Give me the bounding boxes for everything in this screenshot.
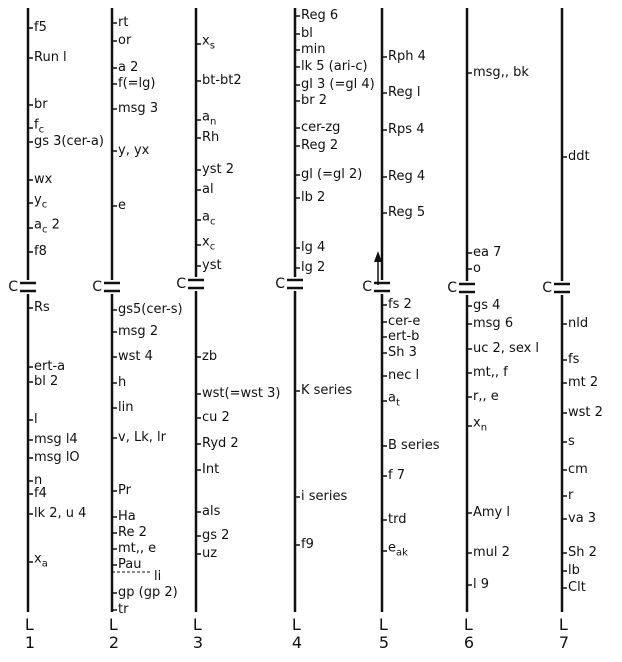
locus-label: Pau [118,557,142,572]
locus-label: br [34,97,48,112]
locus-label: y, yx [118,143,150,158]
locus-label: i series [301,489,348,504]
locus-label: Re 2 [118,525,147,540]
centromere-label: C [447,280,457,296]
locus-label: $y_c$ [34,192,48,211]
locus-label: $x_s$ [202,33,215,52]
locus-label: mul 2 [473,545,510,560]
locus-label: $x_n$ [473,415,488,434]
locus-label: Amy l [473,505,510,520]
locus-label: ert-a [34,359,66,374]
locus-label: wst(=wst 3) [202,386,281,401]
locus-label: cu 2 [202,410,230,425]
locus-label: msg 6 [473,316,514,331]
locus-label: v, Lk, lr [118,430,166,445]
locus-label: K series [301,383,353,398]
locus-label: wst 4 [118,349,153,364]
locus-label: yst 2 [202,162,234,177]
locus-label: lk 2, u 4 [34,506,87,521]
locus-label: Clt [568,580,586,595]
locus-label: gs5(cer-s) [118,302,183,317]
locus-label: $a_c$ 2 [34,217,60,236]
locus-label: Ha [118,509,136,524]
locus-label: l [34,412,38,427]
locus-label: a 2 [118,60,139,75]
locus-label: $x_a$ [34,551,48,570]
locus-label: msg,, bk [473,65,529,80]
locus-label: lg 2 [301,260,326,275]
chromosome-number-label: L 4 [291,615,303,652]
locus-label: f8 [34,244,47,259]
locus-label: lg 4 [301,240,326,255]
locus-label: msg 3 [118,101,159,116]
locus-label: fs 2 [388,297,412,312]
locus-label: f4 [34,486,47,501]
locus-label: gp (gp 2) [118,585,178,600]
centromere-label: C [362,279,372,295]
locus-label: B series [388,438,440,453]
locus-label: $a_t$ [388,390,400,409]
locus-label: Pr [118,483,131,498]
locus-label: f 7 [388,468,405,483]
locus-label: r,, e [473,389,499,404]
locus-label: lk 5 (ari-c) [301,59,368,74]
locus-label: s [568,434,575,449]
locus-label: f(=lg) [118,76,156,91]
locus-label: bt-bt2 [202,73,242,88]
locus-label: cer-e [388,314,421,329]
locus-label: Reg 2 [301,138,339,153]
locus-label: Sh 3 [388,345,417,360]
locus-label: gl (=gl 2) [301,167,363,182]
locus-label: Rs [34,300,50,315]
locus-label: uz [202,546,218,561]
centromere-label: C [275,276,285,292]
locus-label: msg lO [34,450,80,465]
locus-label: lb [568,563,580,578]
locus-label: bl 2 [34,374,59,389]
locus-label: n [34,473,43,488]
locus-label: gs 2 [202,528,230,543]
locus-label: $f_c$ [34,117,45,136]
locus-label: li [154,569,162,584]
locus-label: ddt [568,149,590,164]
centromere-label: C [8,279,18,295]
locus-label: f5 [34,20,47,35]
locus-label: Run l [34,50,67,65]
locus-label: tr [118,602,129,617]
locus-label: msg l4 [34,432,78,447]
locus-label: Rh [202,130,220,145]
locus-label: $a_c$ [202,209,216,228]
locus-label: e [118,198,126,213]
chromosome-number-label: L 3 [192,615,204,652]
locus-label: Ryd 2 [202,436,239,451]
centromere-label: C [176,276,186,292]
locus-label: trd [388,512,407,527]
centromere-label: C [542,280,552,296]
locus-label: cer-zg [301,120,341,135]
locus-label: br 2 [301,93,327,108]
locus-label: Reg 5 [388,205,426,220]
locus-label: zb [202,349,218,364]
locus-label: wst 2 [568,405,603,420]
locus-label: uc 2, sex l [473,341,540,356]
locus-label: gs 4 [473,298,501,313]
locus-label: f9 [301,537,314,552]
locus-label: $x_c$ [202,234,216,253]
locus-label: lin [118,400,134,415]
locus-label: gl 3 (=gl 4) [301,77,375,92]
locus-label: cm [568,462,588,477]
locus-label: als [202,504,221,519]
locus-label: Rps 4 [388,122,425,137]
centromere-label: C [92,279,102,295]
locus-label: nec l [388,368,420,383]
chromosome-number-label: L 7 [558,615,570,652]
locus-label: Rph 4 [388,49,426,64]
locus-label: mt,, e [118,541,157,556]
locus-label: $a_n$ [202,109,217,128]
locus-label: r [568,488,574,503]
locus-label: rt [118,15,129,30]
locus-label: h [118,375,127,390]
locus-label: Int [202,462,220,477]
chromosome-number-label: L 1 [24,615,36,652]
locus-label: Sh 2 [568,545,597,560]
locus-label: bl [301,26,313,41]
locus-label: Reg 4 [388,169,426,184]
locus-label: or [118,33,132,48]
locus-label: fs [568,352,580,367]
locus-label: mt 2 [568,375,599,390]
locus-label: yst [202,258,222,273]
locus-label: Reg l [388,85,421,100]
locus-label: al [202,182,214,197]
locus-label: ert-b [388,329,420,344]
locus-label: ea 7 [473,245,502,260]
locus-label: l 9 [473,577,490,592]
locus-label: gs 3(cer-a) [34,134,104,149]
locus-label: Reg 6 [301,8,339,23]
chromosome-number-label: L 5 [378,615,390,652]
locus-label: $e_{ak}$ [388,540,408,559]
locus-label: msg 2 [118,324,159,339]
locus-label: lb 2 [301,190,326,205]
locus-label: mt,, f [473,365,508,380]
chromosome-number-label: L 2 [108,615,120,652]
chromosome-number-label: L 6 [463,615,475,652]
locus-label: va 3 [568,511,597,526]
locus-label: min [301,42,326,57]
locus-label: o [473,261,481,276]
locus-label: nld [568,316,589,331]
locus-label: wx [34,172,53,187]
